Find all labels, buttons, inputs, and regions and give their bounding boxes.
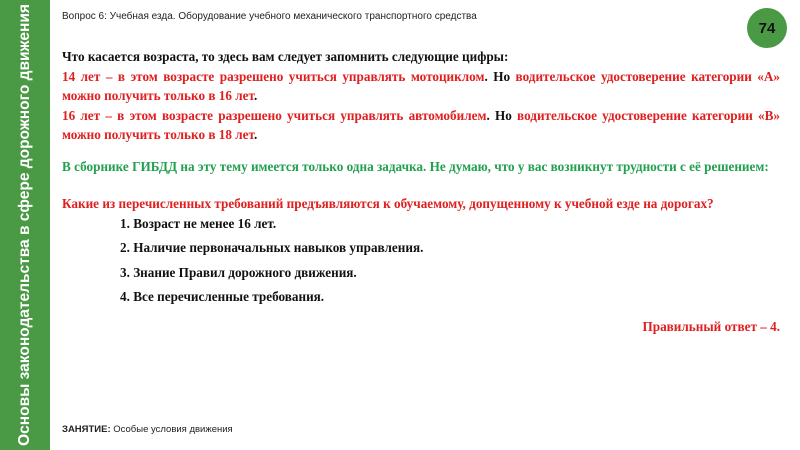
intro-text: Что касается возраста, то здесь вам следует запомнить следующие цифры: xyxy=(62,49,509,64)
p14-end: . xyxy=(253,88,258,103)
p16-but: . Но xyxy=(486,107,518,123)
footer-text: Особые условия движения xyxy=(113,424,233,435)
slide-number-badge: 74 xyxy=(747,8,787,48)
p14-license: водительское удостоверение категории «А» можно получить только в 16 лет xyxy=(62,68,780,103)
option-2: 2. Наличие первоначальных навыков управления. xyxy=(120,240,424,255)
gibdd-note: В сборнике ГИБДД на эту тему имеется только одна задачка. Не думаю, что у вас возникнут трудности с её решением: xyxy=(62,158,769,174)
p16-age: 16 лет – в этом возрасте xyxy=(62,107,219,123)
p16-license: водительское удостоверение категории «В» можно получить только в 18 лет xyxy=(62,107,781,142)
slide-header: Вопрос 6: Учебная езда. Оборудование учебного механического транспортного средства xyxy=(62,11,477,22)
p16-end: . xyxy=(253,127,258,142)
p16-permission: разрешено учиться управлять автомобилем xyxy=(218,107,487,123)
correct-answer: Правильный ответ – 4. xyxy=(642,318,780,334)
slide-footer xyxy=(62,424,233,435)
paragraph-16-years xyxy=(62,106,780,145)
p14-but: . Но xyxy=(484,68,516,84)
footer-label: ЗАНЯТИЕ: xyxy=(62,424,111,435)
paragraph-14-years xyxy=(62,67,780,106)
option-4: 4. Все перечисленные требования. xyxy=(120,289,325,304)
option-3: 3. Знание Правил дорожного движения. xyxy=(120,264,357,280)
slide-content xyxy=(62,47,780,336)
sidebar xyxy=(0,0,50,450)
option-1: 1. Возраст не менее 16 лет. xyxy=(120,215,277,231)
sidebar-title: Основы законодательства в сфере дорожного движения xyxy=(16,4,33,446)
question-text: Какие из перечисленных требований предъявляются к обучаемому, допущенному к учебной езде на дорогах? xyxy=(62,196,714,211)
p14-permission: разрешено учиться управлять мотоциклом xyxy=(219,68,485,84)
p14-age: 14 лет – в этом возрасте xyxy=(62,68,220,84)
